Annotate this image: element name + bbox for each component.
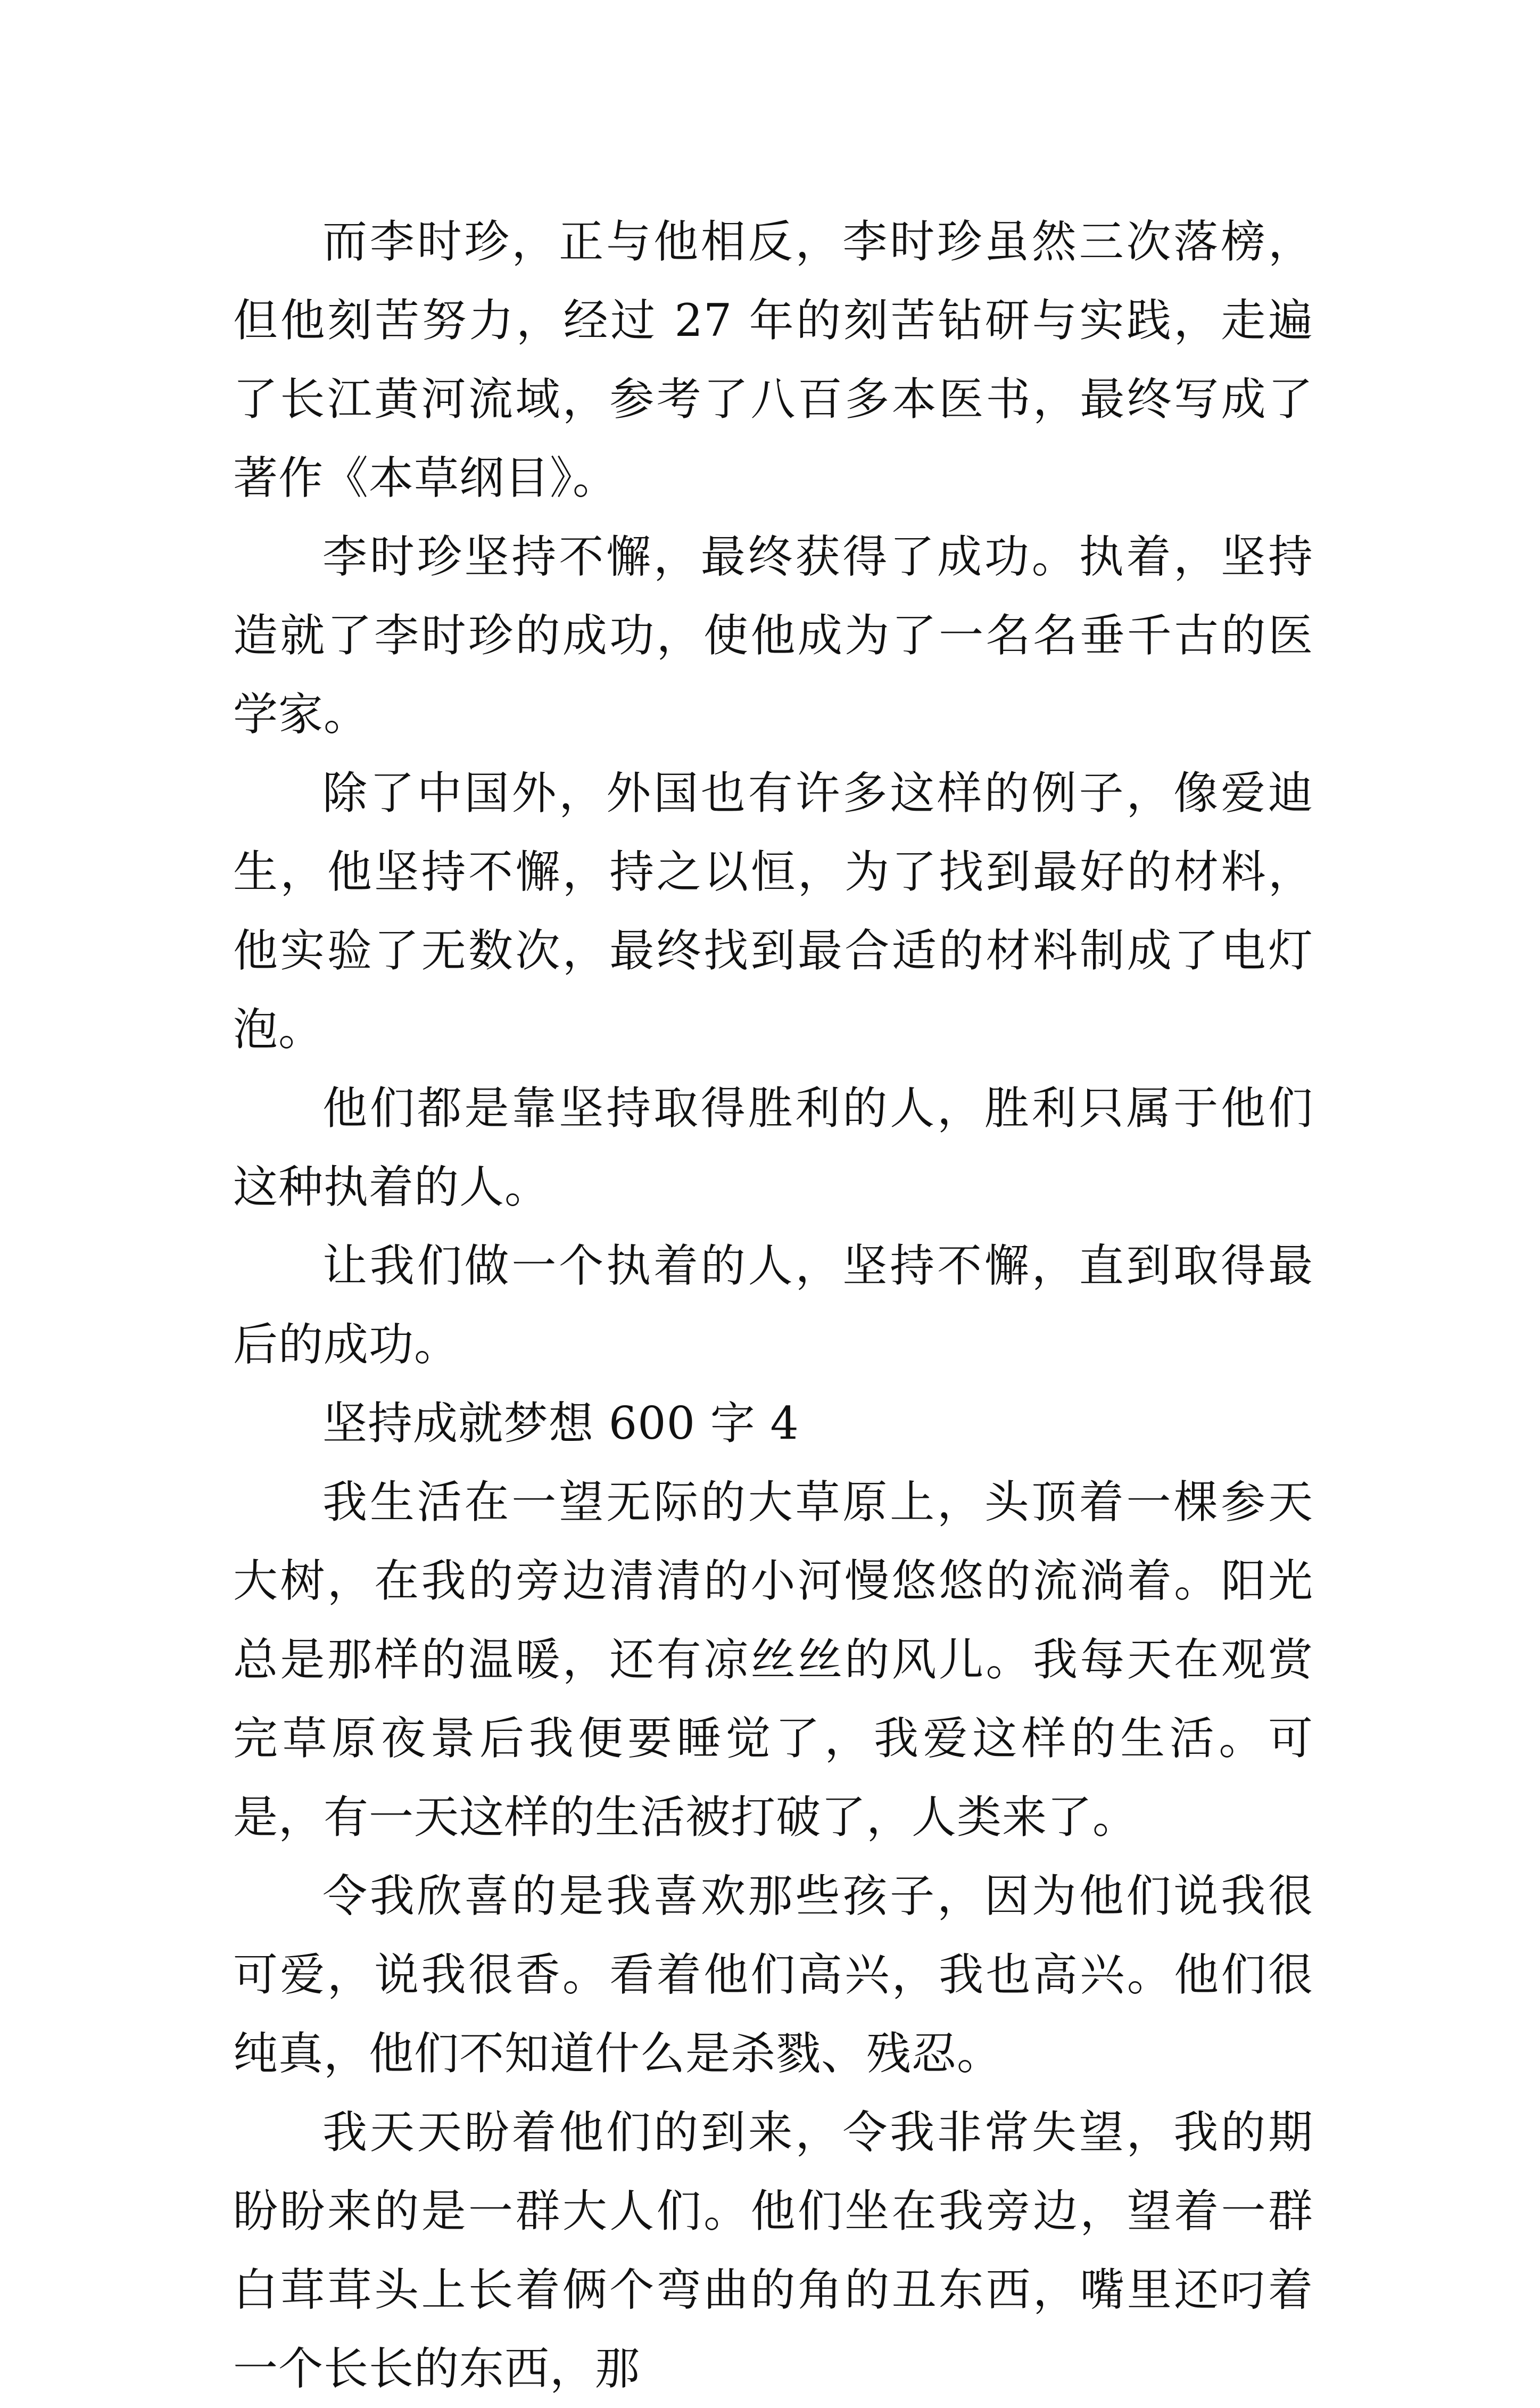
document-body <box>233 202 1313 2408</box>
paragraph-victory-persistence: 他们都是靠坚持取得胜利的人，胜利只属于他们这种执着的人。 <box>233 1082 1313 1213</box>
paragraph-edison-example: 除了中国外，外国也有许多这样的例子，像爱迪生，他坚持不懈，持之以恒，为了找到最好的材料，他实验了无数次，最终找到最合适的材料制成了电灯泡。 <box>233 767 1313 1055</box>
paragraph-grassland-life: 我生活在一望无际的大草原上，头顶着一棵参天大树，在我的旁边清清的小河慢悠悠的流淌着。阳光总是那样的温暖，还有凉丝丝的风儿。我每天在观赏完草原夜景后我便要睡觉了，我爱这样的生活。可是，有一天这样的生活被打破了，人类来了。 <box>233 1476 1313 1843</box>
essay-heading: 坚持成就梦想 600 字 4 <box>322 1397 799 1449</box>
paragraph-li-shizhen-success: 李时珍坚持不懈，最终获得了成功。执着，坚持造就了李时珍的成功，使他成为了一名名垂千古的医学家。 <box>233 531 1313 740</box>
paragraph-adults-arrive: 我天天盼着他们的到来，令我非常失望，我的期盼盼来的是一群大人们。他们坐在我旁边，望着一群白茸茸头上长着俩个弯曲的角的丑东西，嘴里还叼着一个长长的东西，那 <box>233 2106 1313 2395</box>
paragraph-conclusion: 让我们做一个执着的人，坚持不懈，直到取得最后的成功。 <box>233 1240 1313 1371</box>
paragraph-children: 令我欣喜的是我喜欢那些孩子，因为他们说我很可爱，说我很香。看着他们高兴，我也高兴。他们很纯真，他们不知道什么是杀戮、残忍。 <box>233 1870 1313 2080</box>
paragraph-li-shizhen-effort: 而李时珍，正与他相反，李时珍虽然三次落榜，但他刻苦努力，经过 27 年的刻苦钻研与实践，走遍了长江黄河流域，参考了八百多本医书，最终写成了著作《本草纲目》。 <box>233 216 1313 504</box>
